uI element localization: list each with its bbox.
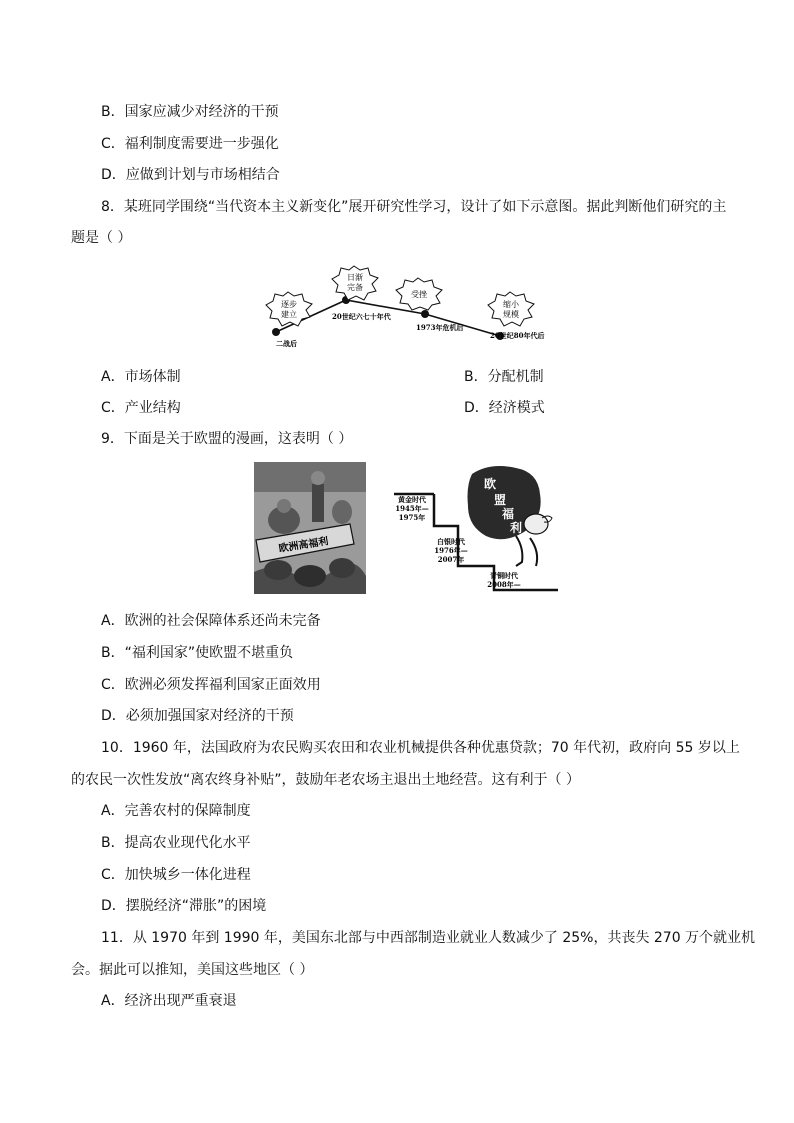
rock-char-1: 欧 bbox=[483, 477, 497, 491]
q9-option-b: B．“福利国家”使欧盟不堪重负 bbox=[101, 645, 294, 661]
q9-option-d: D．必须加强国家对经济的干预 bbox=[101, 708, 294, 724]
starburst-2-label-1: 日渐 bbox=[347, 273, 363, 282]
q10-option-a: A．完善农村的保障制度 bbox=[101, 803, 251, 819]
q11-option-a: A．经济出现严重衰退 bbox=[101, 993, 237, 1009]
bronze-era-label-1: 青铜时代 bbox=[490, 571, 518, 580]
q7-option-c: C．福利制度需要进一步强化 bbox=[101, 136, 279, 152]
golden-era-label-3: 1975年 bbox=[398, 513, 426, 522]
q9-option-a: A．欧洲的社会保障体系还尚未完备 bbox=[101, 613, 321, 629]
q10-option-d: D．摆脱经济“滞胀”的困境 bbox=[101, 898, 267, 914]
q10-stem-line2: 的农民一次性发放“离农终身补贴”，鼓励年老农场主退出土地经营。这有利于（ ） bbox=[71, 772, 580, 788]
silver-era-label-2: 1976年— bbox=[434, 546, 468, 555]
starburst-1-label-2: 建立 bbox=[281, 310, 297, 319]
starburst-4 bbox=[488, 292, 534, 326]
time-label-1: 二战后 bbox=[276, 339, 297, 348]
bronze-era-label-2: 2008年— bbox=[487, 580, 521, 589]
silver-era-label-3: 2007年 bbox=[437, 555, 465, 564]
timeline-node-1 bbox=[272, 328, 280, 336]
starburst-1-label-1: 逐步 bbox=[281, 300, 297, 309]
timeline-node-3 bbox=[421, 310, 429, 318]
golden-era-label-1: 黄金时代 bbox=[398, 495, 426, 504]
eu-welfare-cartoon bbox=[254, 462, 558, 594]
golden-era-label-2: 1945年— bbox=[395, 504, 429, 513]
q8-option-d: D．经济模式 bbox=[464, 400, 545, 416]
q8-stem-line1: 8．某班同学围绕“当代资本主义新变化”展开研究性学习，设计了如下示意图。据此判断他们研究的主 bbox=[101, 199, 727, 215]
starburst-4-label-2: 规模 bbox=[503, 310, 519, 319]
timeline-diagram bbox=[258, 264, 564, 350]
rock-char-4: 利 bbox=[509, 521, 523, 535]
rock-char-2: 盟 bbox=[493, 493, 507, 507]
starburst-4-label-1: 缩小 bbox=[503, 300, 519, 309]
q10-option-c: C．加快城乡一体化进程 bbox=[101, 867, 251, 883]
q8-stem-line2: 题是（ ） bbox=[71, 230, 132, 246]
q11-stem-line1: 11．从 1970 年到 1990 年，美国东北部与中西部制造业就业人数减少了 25%，共丧失 270 万个就业机 bbox=[101, 930, 756, 946]
time-label-2: 20世纪六七十年代 bbox=[332, 312, 391, 321]
q7-option-b: B．国家应减少对经济的干预 bbox=[101, 104, 279, 120]
time-label-4: 20世纪80年代后 bbox=[490, 331, 545, 340]
q10-option-b: B．提高农业现代化水平 bbox=[101, 835, 251, 851]
starburst-2-label-2: 完备 bbox=[347, 283, 363, 292]
q9-stem: 9．下面是关于欧盟的漫画，这表明（ ） bbox=[101, 431, 353, 447]
q7-option-d: D．应做到计划与市场相结合 bbox=[101, 167, 280, 183]
rock-char-3: 福 bbox=[501, 507, 515, 521]
banner-text: 欧洲高福利 bbox=[278, 536, 330, 555]
q8-option-a: A．市场体制 bbox=[101, 369, 181, 385]
silver-era-label-1: 白银时代 bbox=[437, 537, 465, 546]
q9-option-c: C．欧洲必须发挥福利国家正面效用 bbox=[101, 677, 321, 693]
starburst-1 bbox=[266, 292, 312, 326]
starburst-3-label: 受挫 bbox=[411, 290, 427, 299]
q8-option-c: C．产业结构 bbox=[101, 400, 181, 416]
time-label-3: 1973年危机后 bbox=[416, 323, 464, 332]
q11-stem-line2: 会。据此可以推知，美国这些地区（ ） bbox=[71, 962, 314, 978]
q10-stem-line1: 10．1960 年，法国政府为农民购买农田和农业机械提供各种优惠贷款；70 年代初，政府向 55 岁以上 bbox=[101, 740, 740, 756]
q8-option-b: B．分配机制 bbox=[464, 369, 544, 385]
